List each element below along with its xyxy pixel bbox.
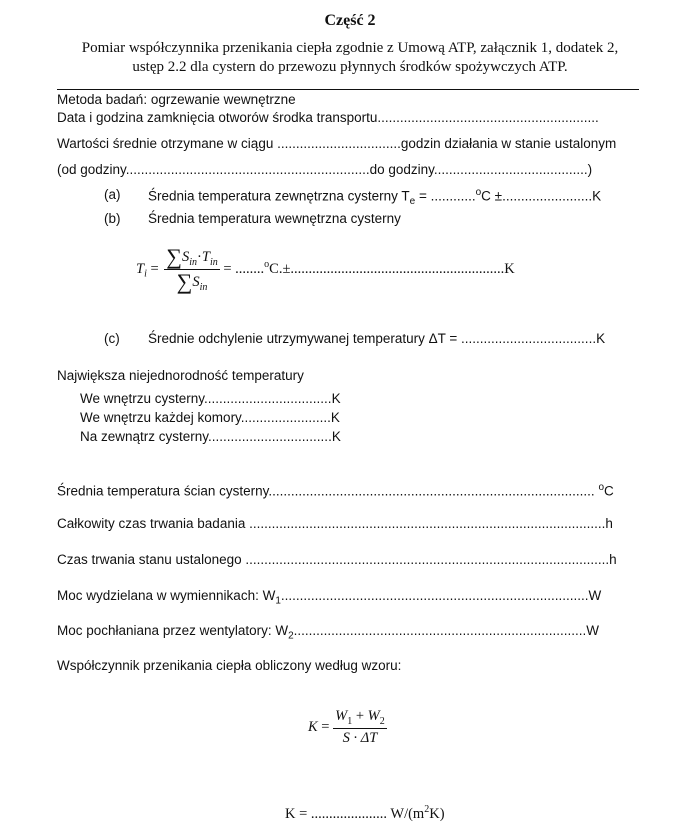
item-c-label: (c): [104, 331, 120, 346]
k-formula: K = $\frac{W_1 + W_2}{S \cdot \Delta T}$: [308, 708, 385, 746]
closing-time-line: Data i godzina zamknięcia otworów środka transportu...........................................................: [57, 110, 599, 125]
item-a-text: Średnia temperatura zewnętrzna cysterny $T_e = ............^oC \pm........................K$: [148, 187, 602, 208]
item-a-label: (a): [104, 187, 121, 202]
ti-formula: $T_i$ = $\frac{\sum S_{in}\cdot T_{in}}{\sum S_{in}}$ = ........$^o$C.±...........................................................K: [136, 244, 515, 294]
averages-line-2: (od godziny.................................................................do godziny.........................................): [57, 162, 593, 177]
section-title: Część 2: [324, 12, 376, 29]
nonuniformity-row-outside: Na zewnątrz cysterny.................................K: [80, 429, 341, 444]
item-b-text: Średnia temperatura wewnętrzna cysterny: [148, 211, 401, 226]
total-time-line: Całkowity czas trwania badania ...............................................................................................h: [57, 516, 613, 531]
item-c-text: Średnie odchylenie utrzymywanej temperatury ΔT = ....................................K: [148, 331, 606, 346]
item-b-label: (b): [104, 211, 121, 226]
nonuniformity-row-compartment: We wnętrzu każdej komory........................K: [80, 410, 340, 425]
steady-time-line: Czas trwania stanu ustalonego .................................................................................................h: [57, 552, 617, 567]
wall-temp-line: Średnia temperatura ścian cysterny....................................................................................... $^o$C: [57, 482, 614, 499]
nonuniformity-row-tank: We wnętrzu cysterny..................................K: [80, 391, 341, 406]
subtitle-line-2: ustęp 2.2 dla cystern do przewozu płynnych środków spożywczych ATP.: [132, 59, 568, 75]
fan-power-line: Moc pochłaniana przez wentylatory: $W_2..............................................................................W$: [57, 623, 599, 642]
top-rule: [57, 89, 639, 90]
exchanger-power-line: Moc wydzielana w wymiennikach: $W_1..................................................................................W$: [57, 588, 602, 607]
subtitle-line-1: Pomiar współczynnika przenikania ciepła zgodnie z Umową ATP, załącznik 1, dodatek 2,: [81, 40, 619, 56]
nonuniformity-title: Największa niejednorodność temperatury: [57, 368, 304, 383]
averages-line-1: Wartości średnie otrzymane w ciągu .................................godzin działania w stanie ustalonym: [57, 136, 617, 151]
k-result-line: K = ..................... $W/(m^2K)$: [285, 804, 445, 822]
method-line: Metoda badań: ogrzewanie wewnętrzne: [57, 92, 296, 107]
coefficient-text: Współczynnik przenikania ciepła obliczony według wzoru:: [57, 658, 402, 673]
